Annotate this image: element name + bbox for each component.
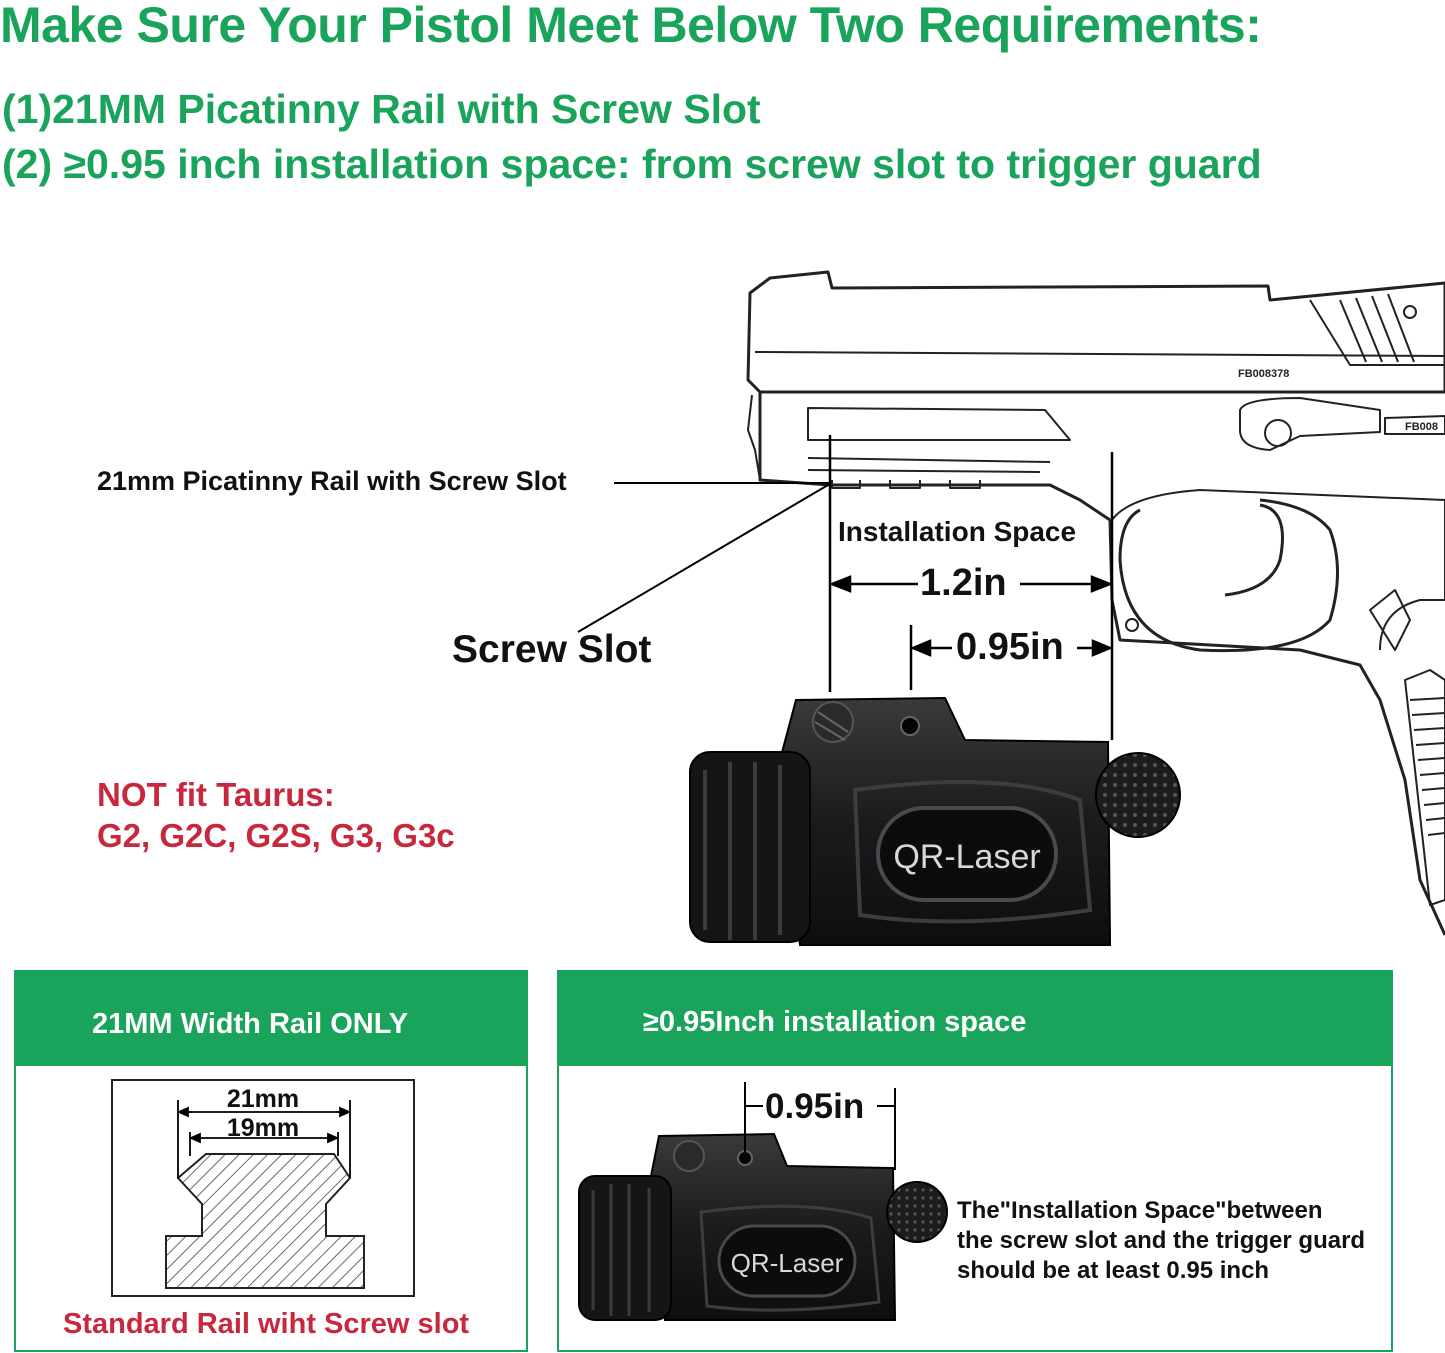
rail-width-panel	[14, 970, 528, 1352]
installation-space-panel	[557, 970, 1393, 1352]
rail-width-panel-header	[16, 972, 526, 1066]
installation-space-panel-header	[559, 972, 1391, 1066]
rail-caption: Standard Rail wiht Screw slot	[63, 1308, 470, 1340]
serial-number-2: FB008	[1405, 421, 1439, 433]
brand-logo: QR-Laser	[893, 838, 1041, 876]
light-device	[690, 698, 1180, 945]
mini-dimension: 0.95in	[765, 1087, 865, 1126]
rail-label: 21mm Picatinny Rail with Screw Slot	[97, 466, 567, 496]
installation-description	[957, 1196, 1365, 1286]
warning-line-1: NOT fit Taurus:	[97, 776, 335, 813]
serial-number-1: FB008378	[1238, 368, 1290, 380]
description-line-2: the screw slot and the trigger guard	[957, 1227, 1366, 1254]
rail-width-panel-title: 21MM Width Rail ONLY	[92, 1008, 409, 1040]
installation-space-panel-title: ≥0.95Inch installation space	[643, 1006, 1027, 1038]
description-line-3: should be at least 0.95 inch	[957, 1257, 1270, 1284]
dimension-0-95in: 0.95in	[956, 626, 1064, 668]
warning-line-2: G2, G2C, G2S, G3, G3c	[97, 817, 455, 854]
rail-inner-width: 19mm	[226, 1114, 300, 1142]
rail-outer-width: 21mm	[226, 1085, 300, 1113]
requirement-1: (1)21MM Picatinny Rail with Screw Slot	[2, 86, 761, 132]
screw-slot-label: Screw Slot	[452, 628, 652, 671]
description-line-1: The"Installation Space"between	[957, 1197, 1323, 1224]
installation-space-label: Installation Space	[838, 516, 1077, 547]
page-title: Make Sure Your Pistol Meet Below Two Requirements:	[0, 0, 1262, 53]
requirement-2: (2) ≥0.95 inch installation space: from screw slot to trigger guard	[2, 141, 1262, 187]
dimension-lines	[578, 435, 1112, 740]
mini-brand-logo: QR-Laser	[730, 1248, 844, 1278]
dimension-1-2in: 1.2in	[920, 562, 1007, 604]
